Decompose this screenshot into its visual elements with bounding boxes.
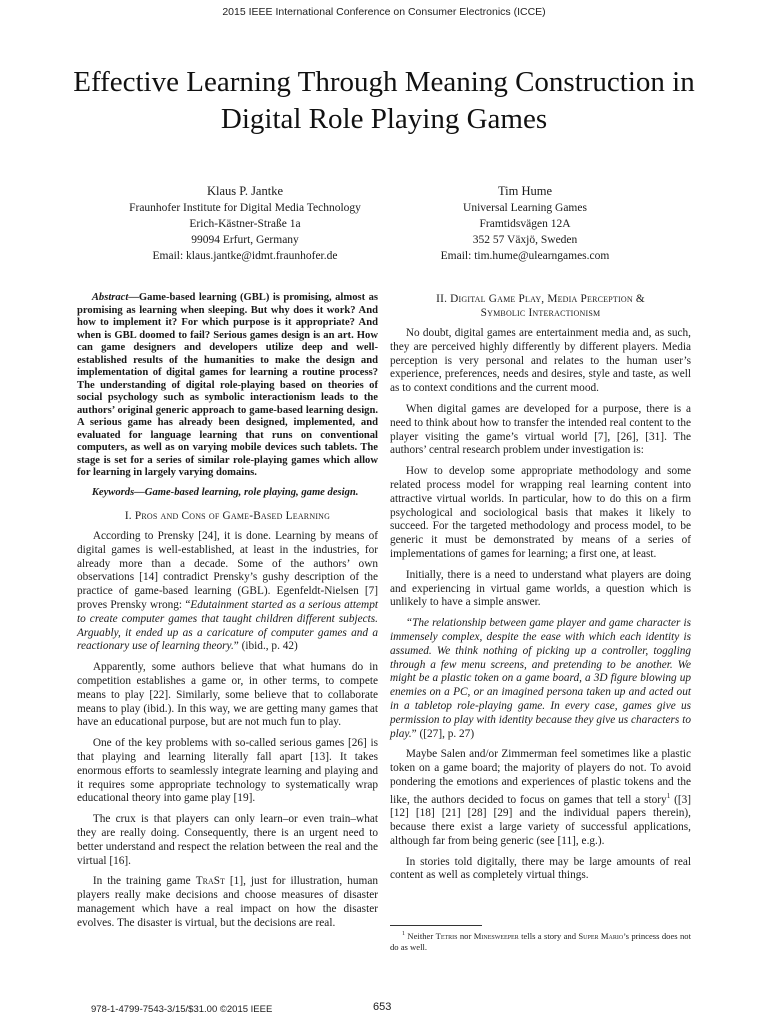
footnote [390,929,691,953]
abstract [77,292,378,480]
paragraph: The crux is that players can only learn–or even train–what they are really doing. Consequently, there is an urgent need to better understand and respect the relation between the real and the virtual [16]. [77,813,378,867]
paragraph: In stories told digitally, there may be large amounts of real content as well as completely virtual things. [390,855,691,882]
abstract-label: Abstract [91,292,129,303]
text-run: nor [457,930,474,941]
quote-run: “The relationship between game player and game character is immensely complex, despite the ease with which each identity is assumed. We think nothing of picking up a controller, toggling through a few menu screens, and pretending to be another. We might be a plastic token on a game board, a 3D figure blowing up enemies on a PC, or an imagined persona taken up and acted out in a tabletop role-playing game. In every case, games give us permission to play with identity because they give us characters to play. [390,617,691,740]
author-email: Email: klaus.jantke@idmt.fraunhofer.de [152,250,338,262]
author-street: Framtidsvägen 12A [479,218,571,230]
abstract-text: —Game-based learning (GBL) is promising, almost as promising as learning when sleeping. But why does it work? And how to implement it? For which purpose is it appropriate? And when is GBL doomed to fail? Serious games design is an art. How can game designers and developers utilize deep and well-established results of the humanities to make the design and implementation of digital games for learning a routine process? The understanding of digital role-playing based on theories of social psychology such as symbolic interactionism leads to the authors’ original generic approach to game-based learning design. A serious game has already been designed, implemented, and evaluated for language learning that runs on conventional computers, as well as on varying mobile devices such tablets. The stage is set for a series of similar role-playing games which allow for learning in largely varying domains. [77,292,378,478]
author-city: 352 57 Växjö, Sweden [472,234,578,246]
text-run: ” (ibid., p. 42) [233,640,298,653]
game-name: TraSt [195,875,225,888]
author-street: Erich-Kästner-Straße 1a [189,218,301,230]
paragraph: Apparently, some authors believe that what humans do in competition establishes a game or, in other terms, to compete means to play [22]. Similarly, some believe that to collaborate means to play (ibid.). In this way, we are getting many games that have an educational purpose, but are not much fun to play. [77,661,378,729]
footnote-divider [390,925,482,926]
footnote-mark: 1 [402,931,406,937]
author-affiliation: Fraunhofer Institute for Digital Media Technology [129,202,361,214]
right-column [390,292,691,890]
text-run: [1], just for illustration, human players really make decisions and choose measures of disaster management which have a real impact on how the disaster evolves. The disaster is virtual, but the decisions are real. [77,875,378,929]
text-run: Neither [405,930,436,941]
author-affiliation: Universal Learning Games [463,202,587,214]
text-run: In the training game [92,875,196,888]
keywords-text: —Game-based learning, role playing, game design. [134,486,359,498]
game-name: Tetris [435,930,458,941]
text-run: ([3] [12] [18] [21] [28] [29] and the individual papers therein), because there exist a large variety of successful applications, although far from being generic (see [11], e.g.). [390,793,692,847]
author-block-1 [85,183,405,264]
author-name: Tim Hume [497,184,553,198]
text-run: Maybe Salen and/or Zimmerman feel sometimes like a plastic token on a game board; the majority of players do not. To avoid pondering the emotions and experiences of plastic tokens and the like, the authors decided to focus on games that tell a story [390,748,691,806]
game-name: Minesweeper [473,930,519,941]
author-name: Klaus P. Jantke [206,184,284,198]
paragraph: No doubt, digital games are entertainment media and, as such, they are perceived highly differently by different players. Media perception is very personal and relates to the human user’s experience, preferences, needs and desires, style and taste, as well as to context conditions and the current mood. [390,327,691,395]
footnote-marker: 1 [666,791,671,800]
conference-header: 2015 IEEE International Conference on Consumer Electronics (ICCE) [222,6,546,18]
title-line-1: Effective Learning Through Meaning Construction in [73,66,695,98]
page-number: 653 [373,1001,392,1013]
paragraph: When digital games are developed for a purpose, there is a need to think about how to transfer the intended real content to the player visiting the game’s virtual world [7], [26], [31]. The authors’ central research problem under investigation is: [390,402,691,457]
heading-line: Symbolic Interactionism [480,307,601,319]
text-run: ’s princess does not do as well. [390,930,691,952]
quote-run: Edutainment started as a serious attempt to create computer games that taught children different subjects. Arguably, it ended up as a caricature of computer games and a reactionary use of learning theory. [77,598,379,653]
title-line-2: Digital Role Playing Games [220,103,548,135]
heading-line: II. Digital Game Play, Media Perception & [436,293,645,305]
left-column [77,292,378,938]
section-heading: I. Pros and Cons of Game-Based Learning [124,510,331,522]
paragraph: How to develop some appropriate methodology and some related process model for wrapping real learning content into attractive virtual worlds. In particular, how to do this on a firm psychological and sociological basis that makes it likely to succeed. For the targeted methodology and process model, to be generic it must be demonstrated by means of a series of implementations of games for learning; a first one, at least. [390,465,691,560]
paper-title [40,64,728,138]
paragraph: One of the key problems with so-called serious games [26] is that playing and learning literally fall apart [13]. It takes enormous efforts to seamlessly integrate learning and playing and it requires some appropriate technology to systematically wrap educational theory into game play [19]. [77,737,378,805]
text-run: tells a story and [518,930,579,941]
paragraph [77,530,378,654]
text-run: According to Prensky [24], it is done. Learning by means of digital games is well-established, at least in the industries, for already more than a decade. Some of the authors’ own observations [14] contradict Prensky’s gushy description of the practice of game-based learning (GBL). Egenfeldt-Nielsen [7] proves Prensky wrong: “ [77,530,378,611]
block-quote [390,617,691,741]
isbn-footer: 978-1-4799-7543-3/15/$31.00 ©2015 IEEE [91,1004,273,1015]
quote-citation: ” ([27], p. 27) [411,727,475,740]
paragraph: Initially, there is a need to understand what players are doing and experiencing in virtual game worlds, a question which is unlikely to have a simple answer. [390,568,691,609]
game-name: Super Mario [578,930,624,941]
section-heading [390,292,691,320]
author-city: 99094 Erfurt, Germany [191,234,299,246]
paragraph [77,875,378,930]
keywords-label: Keywords [91,486,135,498]
author-block-2 [365,183,685,264]
keywords [77,487,378,500]
paragraph [390,748,691,848]
author-email: Email: tim.hume@ulearngames.com [440,250,610,262]
